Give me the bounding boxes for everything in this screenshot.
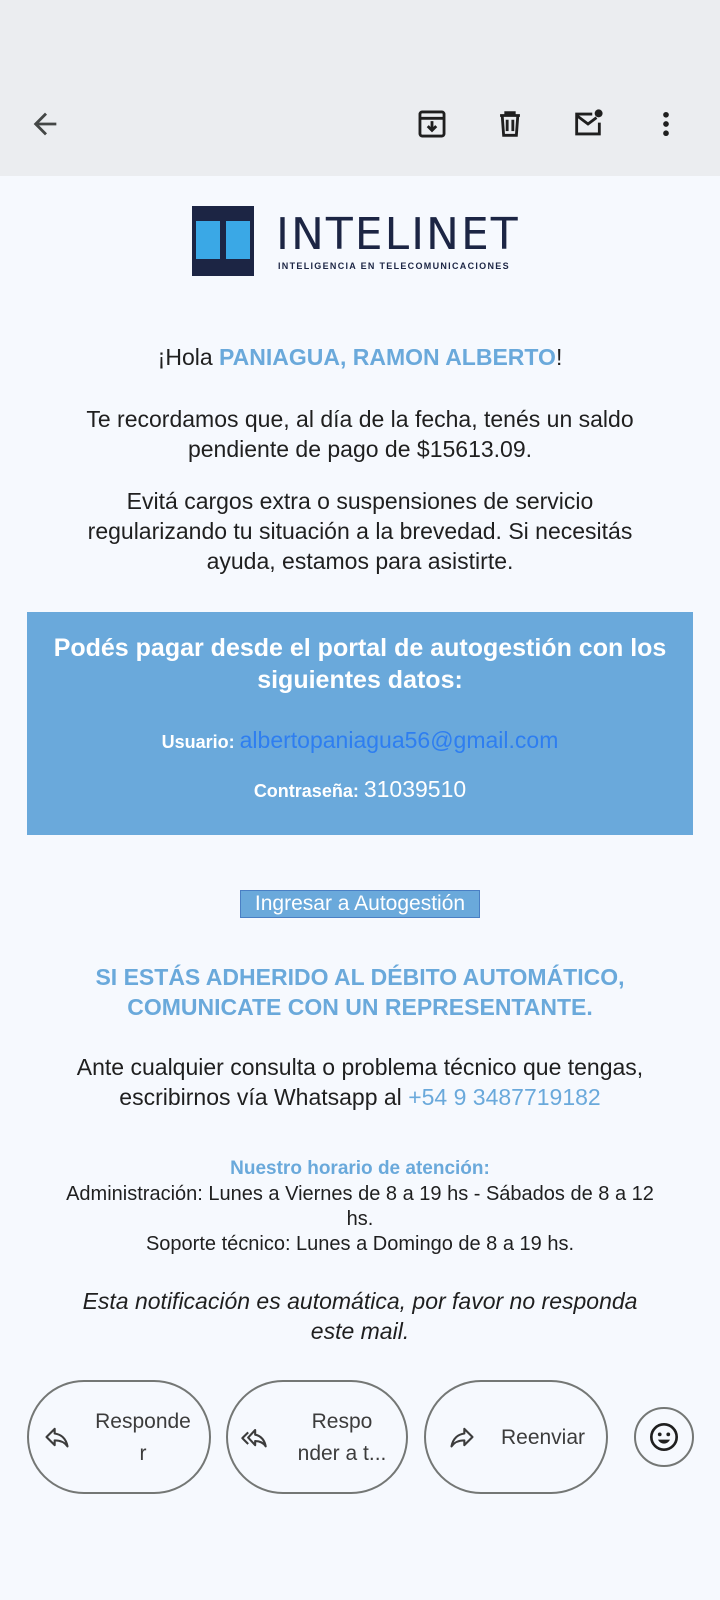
arrow-left-icon xyxy=(28,107,62,141)
reply-label-line-1: Responde xyxy=(95,1410,191,1433)
automatic-notice-line-2: este mail. xyxy=(310,1318,410,1344)
forward-label: Reenviar xyxy=(500,1426,586,1449)
top-app-bar xyxy=(0,0,720,176)
archive-icon xyxy=(415,107,449,141)
reply-label-line-2: r xyxy=(139,1442,147,1465)
hours-line-3: Soporte técnico: Lunes a Domingo de 8 a 19 hs. xyxy=(145,1233,575,1255)
automatic-notice-line-1: Esta notificación es automática, por favor no responda xyxy=(82,1288,638,1314)
customer-name: PANIAGUA, RAMON ALBERTO xyxy=(219,344,556,370)
balance-line-2: pendiente de pago de $15613.09. xyxy=(187,436,533,462)
hours-line-2: hs. xyxy=(346,1208,374,1230)
emoji-reaction-button[interactable] xyxy=(634,1407,694,1467)
intelinet-logo xyxy=(192,206,532,276)
mark-unread-button[interactable] xyxy=(560,96,616,152)
reply-all-label-line-2: nder a t... xyxy=(297,1442,387,1465)
password-label: Contraseña: xyxy=(253,781,364,801)
reply-all-button[interactable] xyxy=(226,1380,408,1494)
user-row xyxy=(27,727,693,754)
logo-name: INTELINET xyxy=(276,209,520,260)
warning-line-2: regularizando tu situación a la brevedad. Si necesitás xyxy=(87,518,633,544)
contact-line-2-text: escribirnos vía Whatsapp al xyxy=(119,1084,409,1110)
logo-mark-icon xyxy=(192,206,254,276)
back-button[interactable] xyxy=(17,96,73,152)
portal-login-button[interactable]: Ingresar a Autogestión xyxy=(240,890,480,918)
warning-paragraph xyxy=(0,486,720,576)
warning-line-3: ayuda, estamos para asistirte. xyxy=(206,548,514,574)
reply-label xyxy=(85,1406,201,1470)
hours-title: Nuestro horario de atención: xyxy=(230,1158,490,1179)
balance-paragraph xyxy=(0,404,720,464)
emoji-smile-icon xyxy=(648,1421,680,1453)
automatic-notice xyxy=(0,1286,720,1346)
notice-line-1: SI ESTÁS ADHERIDO AL DÉBITO AUTOMÁTICO, xyxy=(95,964,625,990)
forward-icon xyxy=(448,1423,476,1451)
user-email-link[interactable]: albertopaniagua56@gmail.com xyxy=(239,727,559,753)
whatsapp-phone-link[interactable]: +54 9 3487719182 xyxy=(408,1084,601,1110)
password-value: 31039510 xyxy=(363,776,467,802)
reply-all-icon xyxy=(240,1423,268,1451)
archive-button[interactable] xyxy=(404,96,460,152)
forward-button[interactable] xyxy=(424,1380,608,1494)
credentials-title xyxy=(27,632,693,696)
warning-line-1: Evitá cargos extra o suspensiones de servicio xyxy=(126,488,594,514)
credentials-title-line-2: siguientes datos: xyxy=(257,666,463,694)
contact-line-2 xyxy=(0,1082,720,1112)
password-row xyxy=(27,776,693,803)
reply-icon xyxy=(43,1423,71,1451)
credentials-box xyxy=(27,612,693,835)
user-label: Usuario: xyxy=(161,732,240,752)
more-vert-icon xyxy=(649,107,683,141)
contact-line-1: Ante cualquier consulta o problema técnico que tengas, xyxy=(76,1054,644,1080)
reply-all-label-line-1: Respo xyxy=(311,1410,373,1433)
email-body[interactable] xyxy=(0,176,720,1350)
balance-line-1: Te recordamos que, al día de la fecha, tenés un saldo xyxy=(86,406,634,432)
greeting-suffix: ! xyxy=(555,344,563,370)
more-options-button[interactable] xyxy=(638,96,694,152)
reply-all-label xyxy=(280,1406,404,1470)
notice-line-2: COMUNICATE CON UN REPRESENTANTE. xyxy=(127,994,593,1020)
logo-tagline: INTELIGENCIA EN TELECOMUNICACIONES xyxy=(278,261,510,271)
auto-debit-notice xyxy=(0,962,720,1022)
contact-paragraph xyxy=(0,1052,720,1112)
reply-button[interactable] xyxy=(27,1380,211,1494)
greeting-prefix: ¡Hola xyxy=(157,344,220,370)
hours-text xyxy=(0,1182,720,1257)
trash-icon xyxy=(493,107,527,141)
greeting xyxy=(0,344,720,371)
mark-unread-icon xyxy=(571,107,605,141)
delete-button[interactable] xyxy=(482,96,538,152)
hours-line-1: Administración: Lunes a Viernes de 8 a 19 hs - Sábados de 8 a 12 xyxy=(66,1183,654,1205)
credentials-title-line-1: Podés pagar desde el portal de autogestión con los xyxy=(53,634,667,662)
